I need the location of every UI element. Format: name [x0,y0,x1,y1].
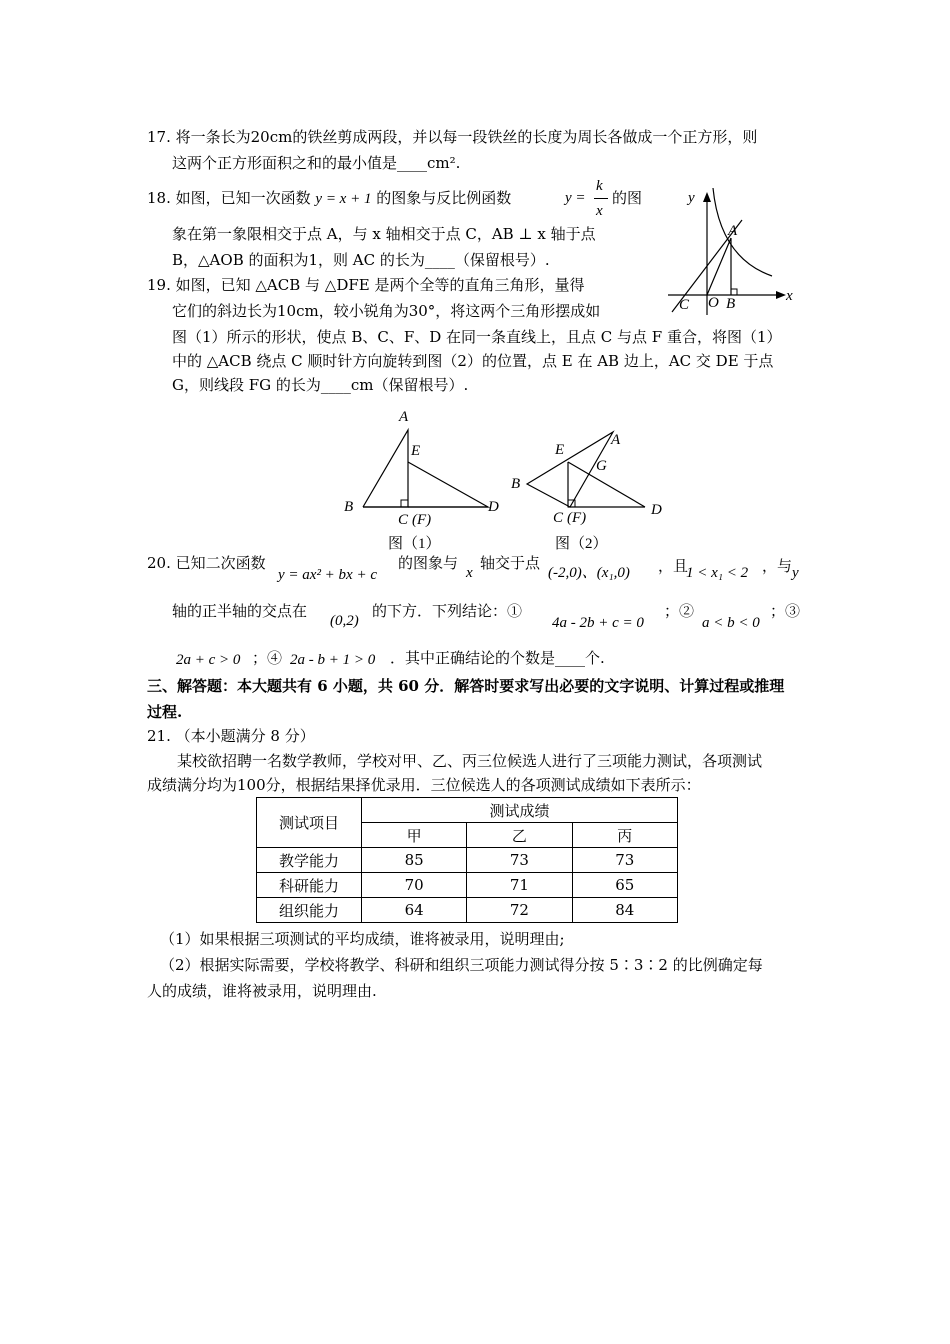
q19-line2: 它们的斜边长为10cm，较小锐角为30°，将这两个三角形摆成如 [172,302,601,320]
q21-part2-line1: （2）根据实际需要，学校将教学、科研和组织三项能力测试得分按 5∶3∶2 的比例确定每 [160,956,763,974]
q18-label-y: y [688,190,695,206]
table-cell: 85 [362,848,467,873]
table-header-candidate: 甲 [362,823,467,848]
q19-line1: 19. 如图，已知 △ACB 与 △DFE 是两个全等的直角三角形，量得 [147,276,585,294]
q19-f2-label-f: (F) [567,510,587,526]
q18-line1 [147,188,511,209]
q19-f1-label-d: D [488,499,499,515]
q21-part1: （1）如果根据三项测试的平均成绩，谁将被录用，说明理由; [160,930,565,948]
q18-hyperbola [713,188,772,276]
q18-y-arrow-icon [703,192,711,202]
q18-right-angle-mark [731,289,737,295]
q19-f1-label-e: E [411,443,421,459]
q18-text-a: 18. 如图，已知一次函数 [147,189,311,207]
table-cell: 64 [362,898,467,923]
q21-part2-line2: 人的成绩，谁将被录用，说明理由. [147,982,377,1000]
q19-f1-triangle-dfe [408,462,488,507]
q20-points: (-2,0)、(x₁,0) [548,565,630,581]
table-cell: 70 [362,873,467,898]
table-row-label: 组织能力 [257,898,362,923]
q19-f2-label-d: D [651,502,662,518]
scores-table [256,797,678,923]
q20-conclusion-4: 2a - b + 1 > 0 [290,652,376,668]
table-row-label: 科研能力 [257,873,362,898]
q18-label-c: C [679,297,690,313]
q20-point-02: (0,2) [330,613,359,629]
q18-line3: B，△AOB 的面积为1，则 AC 的长为____（保留根号）. [172,251,550,269]
q20-text-d: ，且 [658,557,689,575]
q21-body2: 成绩满分均为100分，根据结果择优录用．三位候选人的各项测试成绩如下表所示： [147,776,701,794]
q20-conclusion-1: 4a - 2b + c = 0 [552,615,644,631]
q18-frac-num: k [596,178,603,194]
q19-f1-label-b: B [344,499,354,515]
q19-f2-label-b: B [511,476,521,492]
q20-line2-d: ；③ [770,602,801,620]
table-cell: 73 [572,848,677,873]
table-row [257,848,678,873]
q19-line4: 中的 △ACB 绕点 C 顺时针方向旋转到图（2）的位置，点 E 在 AB 边上，AC 交 DE 于点 [172,352,774,370]
table-cell: 71 [467,873,572,898]
q20-y-symbol: y [792,565,799,581]
q19-line3: 图（1）所示的形状，使点 B、C、F、D 在同一条直线上，且点 C 与点 F 重合，将图（1） [172,328,782,346]
q18-line2: 象在第一象限相交于点 A，与 x 轴相交于点 C，AB ⊥ x 轴于点 [172,225,596,243]
table-cell: 73 [467,848,572,873]
q19-f2-label-a: A [611,432,621,448]
q20-quadratic-eq: y = ax² + bx + c [278,567,377,583]
q17-line1: 17. 将一条长为20cm的铁丝剪成两段，并以每一段铁丝的长度为周长各做成一个正方形，则 [147,128,758,146]
q18-linear-eq: y = x + 1 [315,191,372,207]
table-cell: 65 [572,873,677,898]
q19-f2-label-c: C [553,510,564,526]
q19-f1-right-angle-mark [401,500,408,507]
table-header-score: 测试成绩 [362,798,678,823]
q20-text-e: ，与 [762,557,793,575]
q18-label-x: x [786,288,793,304]
table-header-candidate: 丙 [572,823,677,848]
q20-conclusion-3: 2a + c > 0 [176,652,241,668]
q18-text-c: 的图 [612,189,643,207]
q18-frac-den: x [596,203,603,219]
section3-heading-line2: 过程. [147,703,183,721]
q17-line2: 这两个正方形面积之和的最小值是____cm². [172,154,461,172]
q20-inequality: 1 < x₁ < 2 [686,565,749,581]
q18-inverse-lhs: y = [565,190,586,206]
q19-f2-label-e: E [555,442,565,458]
q20-x-symbol: x [466,565,473,581]
q20-line2-c: ；② [664,602,695,620]
table-cell: 84 [572,898,677,923]
q20-text-b: 的图象与 [398,554,459,572]
q18-x-arrow-icon [776,291,786,299]
q21-head: 21. （本小题满分 8 分） [147,727,315,745]
q19-figure-1 [338,400,521,555]
q19-line5: G，则线段 FG 的长为____cm（保留根号）. [172,376,469,394]
q21-body1: 某校欲招聘一名数学教师，学校对甲、乙、丙三位候选人进行了三项能力测试，各项测试 [177,752,763,770]
table-row [257,898,678,923]
q20-line3-a: ；④ [252,649,283,667]
q18-segment-oa [707,238,731,295]
table-header-item: 测试项目 [257,798,362,848]
q18-label-o: O [708,295,719,311]
q19-f2-label-g: G [596,458,607,474]
q19-f1-label-a: A [399,409,409,425]
table-row [257,873,678,898]
q20-line2-a: 轴的正半轴的交点在 [172,602,308,620]
table-header-candidate: 乙 [467,823,572,848]
q19-f1-caption: 图（1） [388,536,441,552]
q18-frac-bar [594,198,608,199]
q19-f2-caption: 图（2） [555,536,608,552]
q19-f1-label-f: (F) [412,512,432,528]
table-row-label: 教学能力 [257,848,362,873]
q19-f1-label-c: C [398,512,409,528]
section3-heading-line1: 三、解答题：本大题共有 6 小题，共 60 分．解答时要求写出必要的文字说明、计算过程或推理 [147,677,785,695]
q20-text-c: 轴交于点 [480,554,541,572]
table-cell: 72 [467,898,572,923]
q19-f1-triangle-acb [363,430,408,507]
q18-figure [660,180,800,320]
q19-figure-2 [505,422,670,555]
q20-conclusion-2: a < b < 0 [702,615,760,631]
q18-label-a: A [728,223,738,239]
q18-label-b: B [726,296,736,312]
q20-text-a: 20. 已知二次函数 [147,554,266,572]
q20-line2-b: 的下方．下列结论：① [372,602,523,620]
q20-line3-b: ．其中正确结论的个数是____个. [390,649,605,667]
q18-text-b: 的图象与反比例函数 [376,189,512,207]
